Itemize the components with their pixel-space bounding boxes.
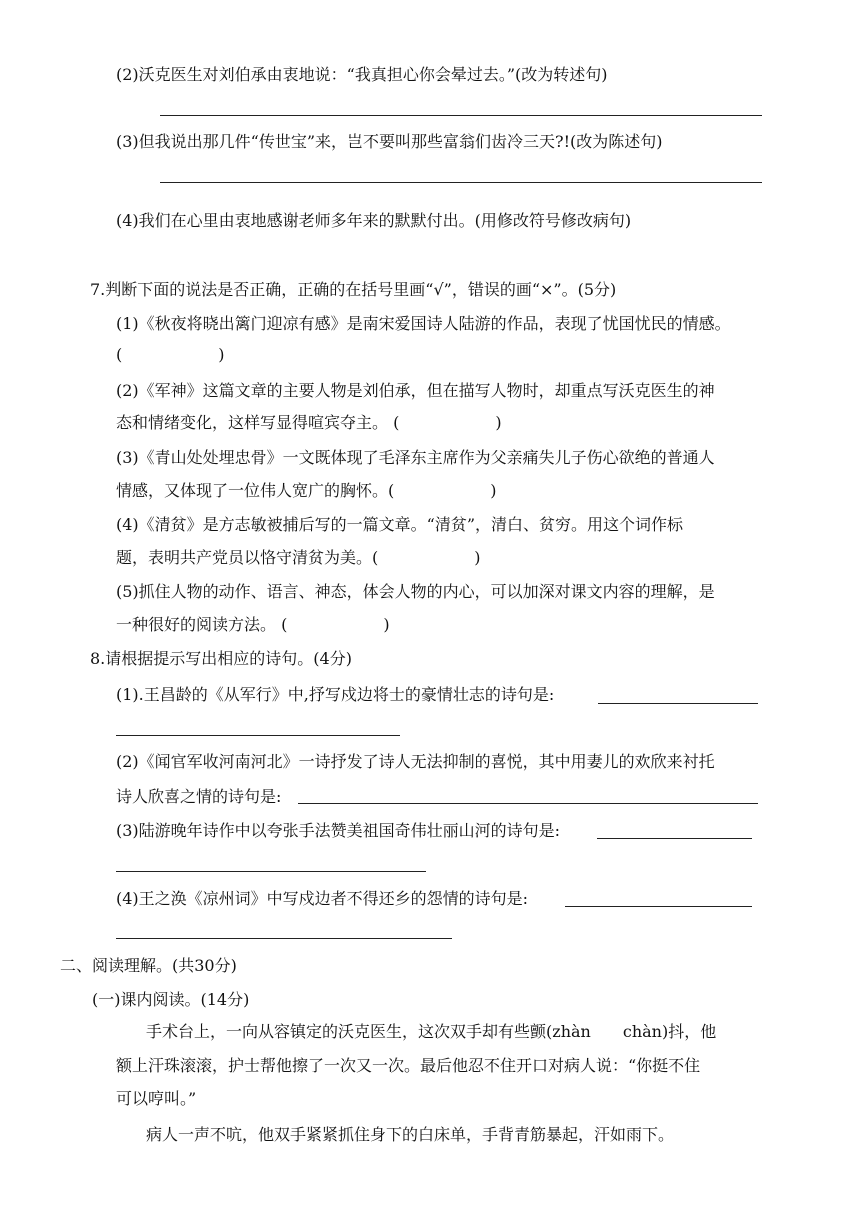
q8-item-4-answer-line-a[interactable] xyxy=(565,906,752,907)
q7-item-3-line-1: (3)《青山处处埋忠骨》一文既体现了毛泽东主席作为父亲痛失儿子伤心欲绝的普通人 xyxy=(116,448,715,467)
q6-item-3-answer-line[interactable] xyxy=(160,182,762,183)
q8-item-3-answer-line-b[interactable] xyxy=(116,871,426,872)
section-2-subsection-1-title: (一)课内阅读。(14分) xyxy=(92,990,250,1009)
q6-item-2-answer-line[interactable] xyxy=(160,115,762,116)
q8-item-1-answer-line-b[interactable] xyxy=(116,735,400,736)
passage-paragraph-1-line-1 xyxy=(146,1021,716,1043)
q7-item-5-line-1: (5)抓住人物的动作、语言、神态，体会人物的内心，可以加深对课文内容的理解，是 xyxy=(116,582,715,601)
q7-item-1-bracket[interactable]: ( ) xyxy=(116,345,225,364)
section-2-title: 二、阅读理解。(共30分) xyxy=(60,956,237,975)
q7-item-5-line-2[interactable]: 一种很好的阅读方法。 ( ) xyxy=(116,615,390,634)
q8-item-4: (4)王之涣《凉州词》中写戍边者不得还乡的怨情的诗句是: xyxy=(116,889,529,908)
q7-item-1-line-1: (1)《秋夜将晓出篱门迎凉有感》是南宋爱国诗人陆游的作品，表现了忧国忧民的情感。 xyxy=(116,314,731,333)
passage-paragraph-1-line-2: 额上汗珠滚滚，护士帮他擦了一次又一次。最后他忍不住开口对病人说：“你挺不住 xyxy=(116,1056,701,1075)
q8-item-2-line-1: (2)《闻官军收河南河北》一诗抒发了诗人无法抑制的喜悦，其中用妻儿的欢欣来衬托 xyxy=(116,752,715,771)
q6-item-4: (4)我们在心里由衷地感谢老师多年来的默默付出。(用修改符号修改病句) xyxy=(116,211,632,230)
passage-paragraph-2: 病人一声不吭，他双手紧紧抓住身下的白床单，手背青筋暴起，汗如雨下。 xyxy=(146,1125,675,1144)
q6-item-2: (2)沃克医生对刘伯承由衷地说：“我真担心你会晕过去。”(改为转述句) xyxy=(116,65,608,84)
pinyin-choice[interactable]: (zhàn chàn)抖，他 xyxy=(546,1022,717,1041)
q8-title: 8.请根据提示写出相应的诗句。(4分) xyxy=(90,649,352,668)
q8-item-4-answer-line-b[interactable] xyxy=(116,938,452,939)
q8-item-3: (3)陆游晚年诗作中以夸张手法赞美祖国奇伟壮丽山河的诗句是: xyxy=(116,821,561,840)
q8-item-1: (1).王昌龄的《从军行》中,抒写戍边将士的豪情壮志的诗句是: xyxy=(116,685,555,704)
passage-text: 手术台上，一向从容镇定的沃克医生，这次双手却有些 xyxy=(146,1022,531,1041)
q7-title: 7.判断下面的说法是否正确，正确的在括号里画“√”，错误的画“×”。(5分) xyxy=(90,280,617,299)
passage-paragraph-1-line-3: 可以哼叫。” xyxy=(116,1089,197,1108)
q8-item-2-line-2: 诗人欣喜之情的诗句是: xyxy=(116,787,282,806)
q8-item-1-answer-line-a[interactable] xyxy=(598,703,758,704)
q8-item-2-answer-line[interactable] xyxy=(298,803,758,804)
q7-item-4-line-1: (4)《清贫》是方志敏被捕后写的一篇文章。“清贫”，清白、贫穷。用这个词作标 xyxy=(116,515,684,534)
q8-item-3-answer-line-a[interactable] xyxy=(597,838,752,839)
q7-item-2-line-1: (2)《军神》这篇文章的主要人物是刘伯承，但在描写人物时，却重点写沃克医生的神 xyxy=(116,381,715,400)
q6-item-3: (3)但我说出那几件“传世宝”来，岂不要叫那些富翁们齿冷三天?!(改为陈述句) xyxy=(116,132,663,151)
q7-item-4-line-2[interactable]: 题，表明共产党员以恪守清贫为美。( ) xyxy=(116,548,481,567)
emphasized-character: 颤 xyxy=(530,1022,547,1041)
q7-item-2-line-2[interactable]: 态和情绪变化，这样写显得喧宾夺主。 ( ) xyxy=(116,413,502,432)
q7-item-3-line-2[interactable]: 情感，又体现了一位伟人宽广的胸怀。( ) xyxy=(116,481,497,500)
